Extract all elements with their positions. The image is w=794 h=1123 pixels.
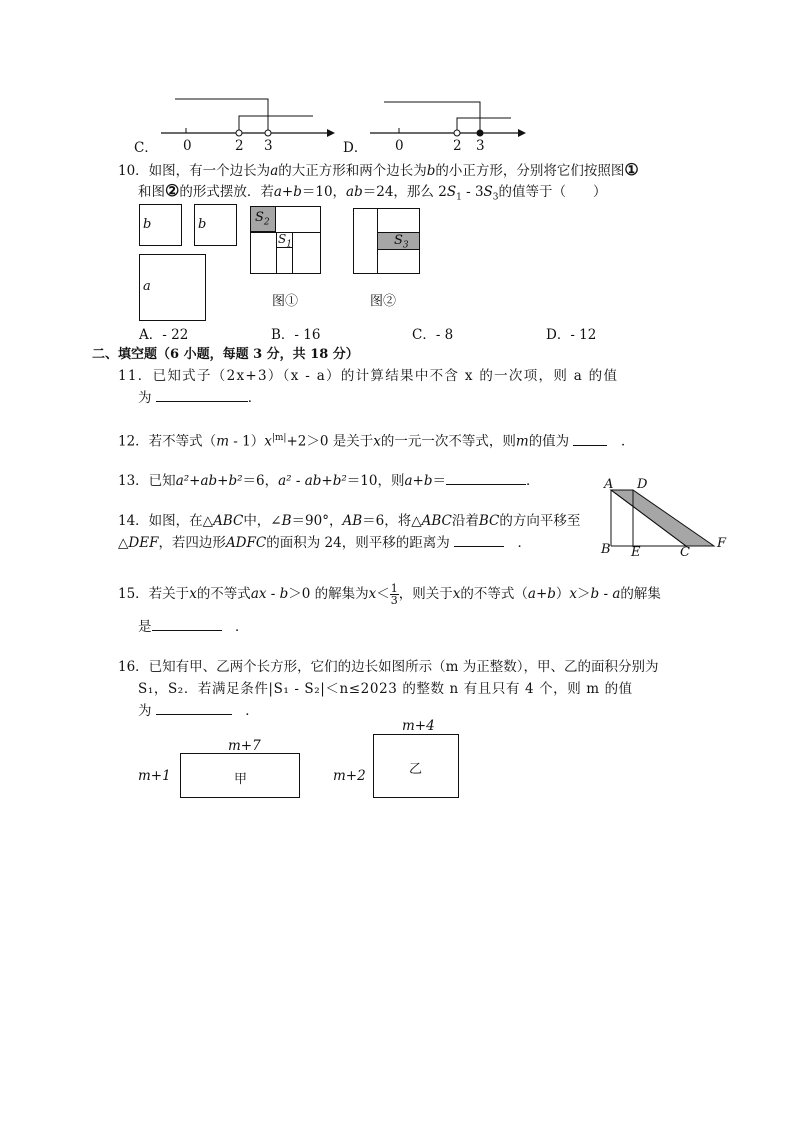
q14-line1: 14．如图，在△ABC中，∠B＝90°，AB＝6，将△ABC沿着BC的方向平移至 [118, 513, 581, 529]
q12-answer-blank[interactable] [573, 431, 607, 446]
rect1-side-label: m+1 [138, 768, 171, 784]
number-line-c [155, 92, 335, 152]
square-b-2: b [194, 204, 237, 246]
fraction-one-third: $\frac{1}{3}$ [390, 582, 398, 607]
tick-3: 3 [264, 138, 273, 154]
q13-answer-blank[interactable] [446, 470, 526, 485]
fig1-caption: 图① [272, 294, 299, 309]
tick-2: 2 [235, 138, 244, 154]
q16-line3: 为 ． [138, 700, 259, 721]
q14-line2: △DEF，若四边形ADFC的面积为 24，则平移的距离为 ． [118, 532, 531, 553]
q14-answer-blank[interactable] [454, 532, 504, 547]
q10-option-b[interactable]: B．- 16 [271, 327, 321, 343]
q15-line2: 是 ． [138, 616, 249, 637]
circled-1: ① [624, 160, 639, 179]
number-line-d [366, 92, 536, 152]
q16-answer-blank[interactable] [156, 700, 232, 715]
q11-line1: 11．已知式子（2x+3）（x - a）的计算结果中不含 x 的一次项，则 a 的值 [118, 368, 619, 384]
square-a: a [139, 254, 206, 321]
q12: 12．若不等式$(m - 1)x^{|m|}+2>0$ 是关于x的一元一次不等式，则m的值为 ． [118, 428, 634, 452]
q16-line2: S₁，S₂．若满足条件|S₁ - S₂|＜n≤2023 的整数 n 有且只有 4 个，则 m 的值 [138, 681, 633, 697]
square-b-1: b [139, 204, 182, 246]
circled-2: ② [165, 181, 180, 200]
option-d-label: D． [343, 140, 368, 156]
rect1-top-label: m+7 [228, 738, 261, 754]
tick-0: 0 [183, 138, 192, 154]
tick-0: 0 [395, 138, 404, 154]
q13: 13．已知a²+ab+b²＝6，a² - ab+b²＝10，则a+b＝ ． [118, 470, 539, 491]
q10-option-a[interactable]: A．- 22 [139, 327, 189, 343]
point-c: C [680, 545, 690, 560]
q10-option-d[interactable]: D．- 12 [546, 327, 597, 343]
fig1-region-s2: $S_2$ [250, 206, 276, 232]
rect2-side-label: m+2 [333, 768, 366, 784]
fig2-caption: 图② [370, 294, 397, 309]
rect-jia: 甲 [180, 753, 300, 798]
q15-line1: 15．若关于x的不等式ax - b＞0 的解集为x＜ $\frac{1}{3}$ ，则关于x的不等式（a+b）x＞b - a的解集 [118, 582, 661, 607]
point-d: D [637, 477, 648, 492]
q10-option-c[interactable]: C．- 8 [412, 327, 454, 343]
point-a: A [604, 477, 614, 492]
tick-3: 3 [476, 138, 485, 154]
point-f: F [717, 536, 727, 551]
q11-line2: 为 ． [138, 387, 261, 408]
tick-2: 2 [453, 138, 462, 154]
section-2-title: 二、填空题（6 小题，每题 3 分，共 18 分） [92, 347, 359, 362]
fig2-region-s3: $S_3$ [377, 232, 420, 250]
q10-line1: 10．如图，有一个边长为a的大正方形和两个边长为b的小正方形，分别将它们按照图① [118, 160, 639, 179]
q16-line1: 16．已知有甲、乙两个长方形，它们的边长如图所示（m 为正整数），甲、乙的面积分别为 [118, 659, 659, 675]
point-e: E [631, 545, 641, 560]
rect-yi: 乙 [373, 734, 459, 798]
option-c-label: C． [134, 140, 158, 156]
q10-line2: 和图②的形式摆放．若a+b＝10，ab＝24，那么 $2S_1 - 3S_3$的值等于（ ） [138, 181, 607, 203]
rect2-top-label: m+4 [402, 718, 435, 734]
fig1-region-s1: $S_1$ [278, 232, 292, 250]
point-b: B [601, 542, 611, 557]
q15-answer-blank[interactable] [152, 616, 222, 631]
q11-answer-blank[interactable] [156, 387, 248, 402]
